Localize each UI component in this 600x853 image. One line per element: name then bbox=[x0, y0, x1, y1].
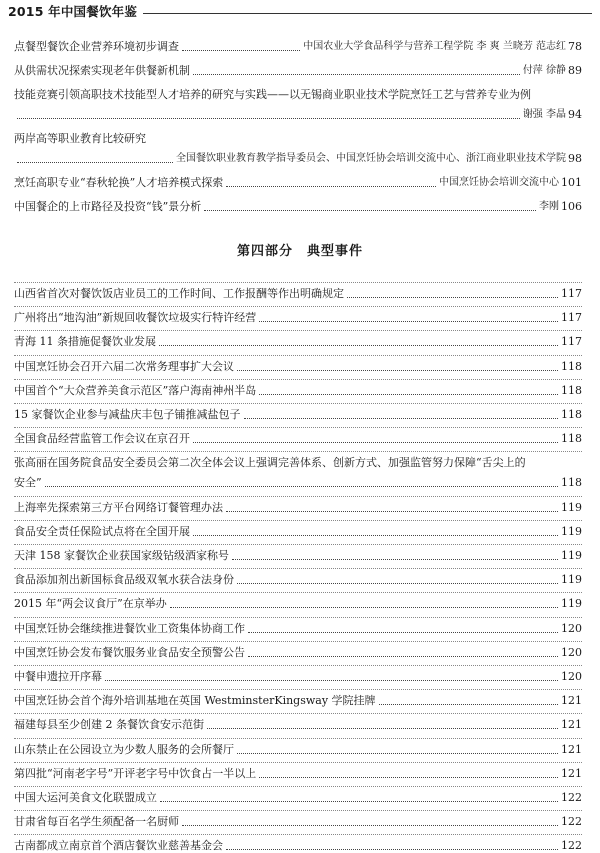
event-entry[interactable] bbox=[14, 384, 582, 398]
entry-page: 78 bbox=[568, 40, 582, 53]
entry-separator bbox=[14, 834, 582, 835]
leader-dots bbox=[193, 442, 558, 443]
event-entry[interactable] bbox=[14, 743, 582, 757]
entry-author: 全国餐饮职业教育教学指导委员会、中国烹饪协会培训交流中心、浙江商业职业技术学院 bbox=[176, 153, 566, 164]
entry-separator bbox=[14, 451, 582, 452]
event-title: 福建每县至少创建 2 条餐饮食安示范街 bbox=[14, 718, 204, 732]
event-page: 122 bbox=[561, 815, 582, 829]
entry-separator bbox=[14, 427, 582, 428]
event-title: 中国大运河美食文化联盟成立 bbox=[14, 791, 157, 804]
event-title: 青海 11 条措施促餐饮业发展 bbox=[14, 335, 156, 349]
event-title: 15 家餐饮企业参与减盐庆丰包子铺推减盐包子 bbox=[14, 408, 241, 421]
entry-title: 点餐型餐饮企业营养环境初步调查 bbox=[14, 40, 179, 53]
event-page: 117 bbox=[561, 287, 582, 300]
leader-dots bbox=[226, 511, 558, 512]
event-title: 广州将出“地沟油”新规回收餐饮垃圾实行特许经营 bbox=[14, 311, 257, 325]
entry-author: 中国烹饪协会培训交流中心 bbox=[439, 177, 559, 188]
event-title-continued: 安全” bbox=[14, 476, 42, 490]
entry-separator bbox=[14, 496, 582, 497]
event-entry[interactable] bbox=[14, 456, 582, 490]
entry-title: 两岸高等职业教育比较研究 bbox=[14, 132, 146, 145]
leader-dots bbox=[193, 535, 558, 536]
header-title: 2015 年中国餐饮年鉴 bbox=[8, 4, 143, 20]
event-page: 120 bbox=[561, 645, 582, 659]
event-title: 中国首个“大众营养美食示范区”落户海南神州半岛 bbox=[14, 383, 257, 397]
event-page: 122 bbox=[561, 839, 582, 853]
event-page: 119 bbox=[561, 549, 582, 562]
event-title: 天津 158 家餐饮企业获国家级钻级酒家称号 bbox=[14, 549, 229, 562]
entry-separator bbox=[14, 592, 582, 593]
entry-separator bbox=[14, 641, 582, 642]
event-page: 120 bbox=[561, 621, 582, 635]
leader-dots bbox=[259, 321, 558, 322]
leader-dots bbox=[160, 801, 558, 802]
leader-dots bbox=[226, 186, 436, 187]
entry-separator bbox=[14, 520, 582, 521]
entry-separator bbox=[14, 689, 582, 690]
event-title: 中国烹饪协会发布餐饮服务业食品安全预警公告 bbox=[14, 645, 245, 659]
leader-dots bbox=[170, 607, 558, 608]
event-title: 第四批“河南老字号”开评老字号中饮食占一半以上 bbox=[14, 766, 257, 780]
event-entry[interactable] bbox=[14, 791, 582, 805]
event-page: 119 bbox=[561, 524, 582, 538]
event-entry[interactable] bbox=[14, 597, 582, 611]
entry-author: 谢强 李晶 bbox=[522, 109, 566, 120]
leader-dots bbox=[237, 753, 558, 754]
leader-dots bbox=[237, 583, 558, 584]
event-title: 中餐申遗拉开序幕 bbox=[14, 670, 102, 683]
leader-dots bbox=[17, 118, 520, 119]
entry-separator bbox=[14, 379, 582, 380]
event-page: 121 bbox=[561, 694, 582, 708]
leader-dots bbox=[17, 162, 173, 163]
toc-entry-continued[interactable] bbox=[14, 108, 582, 122]
event-page: 120 bbox=[561, 670, 582, 683]
event-page: 121 bbox=[561, 742, 582, 756]
entry-page: 101 bbox=[561, 176, 582, 189]
event-entry[interactable] bbox=[14, 622, 582, 636]
entry-separator bbox=[14, 330, 582, 331]
event-title: 山东禁止在公园设立为少数人服务的会所餐厅 bbox=[14, 742, 234, 756]
event-page: 118 bbox=[561, 383, 582, 397]
page-header bbox=[8, 4, 592, 24]
entry-separator bbox=[14, 403, 582, 404]
leader-dots bbox=[207, 728, 558, 729]
event-entry[interactable] bbox=[14, 839, 582, 853]
leader-dots bbox=[244, 418, 559, 419]
event-entry[interactable] bbox=[14, 718, 582, 732]
entry-page: 106 bbox=[561, 200, 582, 213]
event-page: 118 bbox=[561, 432, 582, 446]
leader-dots bbox=[259, 777, 558, 778]
event-title: 中国烹饪协会召开六届二次常务理事扩大会议 bbox=[14, 359, 234, 373]
leader-dots bbox=[226, 849, 558, 850]
toc-entry[interactable] bbox=[14, 40, 582, 54]
leader-dots bbox=[259, 394, 558, 395]
entry-separator bbox=[14, 282, 582, 283]
event-entry[interactable] bbox=[14, 694, 582, 708]
leader-dots bbox=[248, 656, 558, 657]
leader-dots bbox=[105, 680, 558, 681]
event-title: 食品添加剂出新国标食品级双氧水获合法身份 bbox=[14, 573, 234, 587]
leader-dots bbox=[379, 704, 558, 705]
event-page: 119 bbox=[561, 573, 582, 587]
entry-separator bbox=[14, 617, 582, 618]
entry-title: 烹饪高职专业“春秋轮换”人才培养模式探索 bbox=[14, 176, 224, 189]
leader-dots bbox=[347, 297, 558, 298]
entry-separator bbox=[14, 544, 582, 545]
section-title: 第四部分 典型事件 bbox=[236, 244, 363, 259]
event-page: 118 bbox=[561, 408, 582, 421]
event-entry[interactable] bbox=[14, 501, 582, 515]
event-entry[interactable] bbox=[14, 646, 582, 660]
entry-title: 从供需状况探索实现老年供餐新机制 bbox=[14, 64, 190, 77]
entry-separator bbox=[14, 762, 582, 763]
event-title: 甘肃省每百名学生须配备一名厨师 bbox=[14, 815, 179, 829]
event-title: 山西省首次对餐饮饭店业员工的工作时间、工作报酬等作出明确规定 bbox=[14, 287, 344, 300]
entry-page: 98 bbox=[568, 152, 582, 165]
entry-author: 中国农业大学食品科学与营养工程学院 李 爽 兰晓芳 范志红 bbox=[303, 41, 566, 52]
event-page: 119 bbox=[561, 500, 582, 514]
toc-entry[interactable] bbox=[14, 64, 582, 78]
entry-separator bbox=[14, 713, 582, 714]
event-title: 中国烹饪协会继续推进餐饮业工资集体协商工作 bbox=[14, 621, 245, 635]
event-page: 121 bbox=[561, 718, 582, 732]
entry-page: 94 bbox=[568, 108, 582, 121]
toc-entry[interactable] bbox=[14, 88, 582, 102]
event-title: 古南都成立南京首个酒店餐饮业慈善基金会 bbox=[14, 839, 223, 853]
event-page: 118 bbox=[561, 359, 582, 373]
event-entry[interactable] bbox=[14, 432, 582, 446]
toc-entry[interactable] bbox=[14, 132, 582, 146]
leader-dots bbox=[182, 825, 558, 826]
event-entry[interactable] bbox=[14, 670, 582, 684]
toc-entry-continued[interactable] bbox=[14, 152, 582, 166]
event-page: 117 bbox=[561, 311, 582, 325]
event-title: 中国烹饪协会首个海外培训基地在英国 WestminsterKingsway 学院挂牌 bbox=[14, 694, 376, 708]
entry-separator bbox=[14, 665, 582, 666]
entry-page: 89 bbox=[568, 64, 582, 77]
event-page: 117 bbox=[561, 335, 582, 349]
event-entry[interactable] bbox=[14, 287, 582, 301]
leader-dots bbox=[237, 370, 558, 371]
event-entry[interactable] bbox=[14, 311, 582, 325]
toc-entry[interactable] bbox=[14, 176, 582, 190]
event-entry[interactable] bbox=[14, 525, 582, 539]
leader-dots bbox=[204, 210, 536, 211]
event-title: 上海率先探索第三方平台网络订餐管理办法 bbox=[14, 500, 223, 514]
event-entry[interactable] bbox=[14, 335, 582, 349]
entry-separator bbox=[14, 738, 582, 739]
leader-dots bbox=[45, 486, 558, 487]
entry-separator bbox=[14, 786, 582, 787]
entry-title: 中国餐企的上市路径及投资“钱”景分析 bbox=[14, 200, 202, 213]
entry-separator bbox=[14, 568, 582, 569]
event-entry[interactable] bbox=[14, 549, 582, 563]
event-page: 118 bbox=[561, 476, 582, 490]
leader-dots bbox=[182, 50, 300, 51]
event-page: 119 bbox=[561, 597, 582, 611]
entry-separator bbox=[14, 810, 582, 811]
event-title: 食品安全责任保险试点将在全国开展 bbox=[14, 524, 190, 538]
entry-separator bbox=[14, 355, 582, 356]
event-page: 121 bbox=[561, 766, 582, 780]
event-title: 2015 年“两会议食厅”在京举办 bbox=[14, 597, 167, 611]
entry-title: 技能竞赛引领高职技术技能型人才培养的研究与实践——以无锡商业职业技术学院烹饪工艺与营养专业为例 bbox=[14, 88, 531, 101]
event-entry[interactable] bbox=[14, 408, 582, 422]
event-entry[interactable] bbox=[14, 573, 582, 587]
entry-separator bbox=[14, 306, 582, 307]
leader-dots bbox=[248, 632, 558, 633]
entry-author: 李刚 bbox=[539, 201, 559, 212]
event-title: 张高丽在国务院食品安全委员会第二次全体会议上强调完善体系、创新方式、加强监管努力保障“舌尖上的 bbox=[14, 456, 526, 470]
leader-dots bbox=[159, 345, 558, 346]
event-title: 全国食品经营监管工作会议在京召开 bbox=[14, 432, 190, 446]
event-page: 122 bbox=[561, 791, 582, 804]
event-entry[interactable] bbox=[14, 767, 582, 781]
toc-entry[interactable] bbox=[14, 200, 582, 214]
leader-dots bbox=[232, 559, 558, 560]
event-entry[interactable] bbox=[14, 815, 582, 829]
event-entry[interactable] bbox=[14, 360, 582, 374]
entry-author: 付萍 徐静 bbox=[522, 65, 566, 76]
leader-dots bbox=[193, 74, 520, 75]
